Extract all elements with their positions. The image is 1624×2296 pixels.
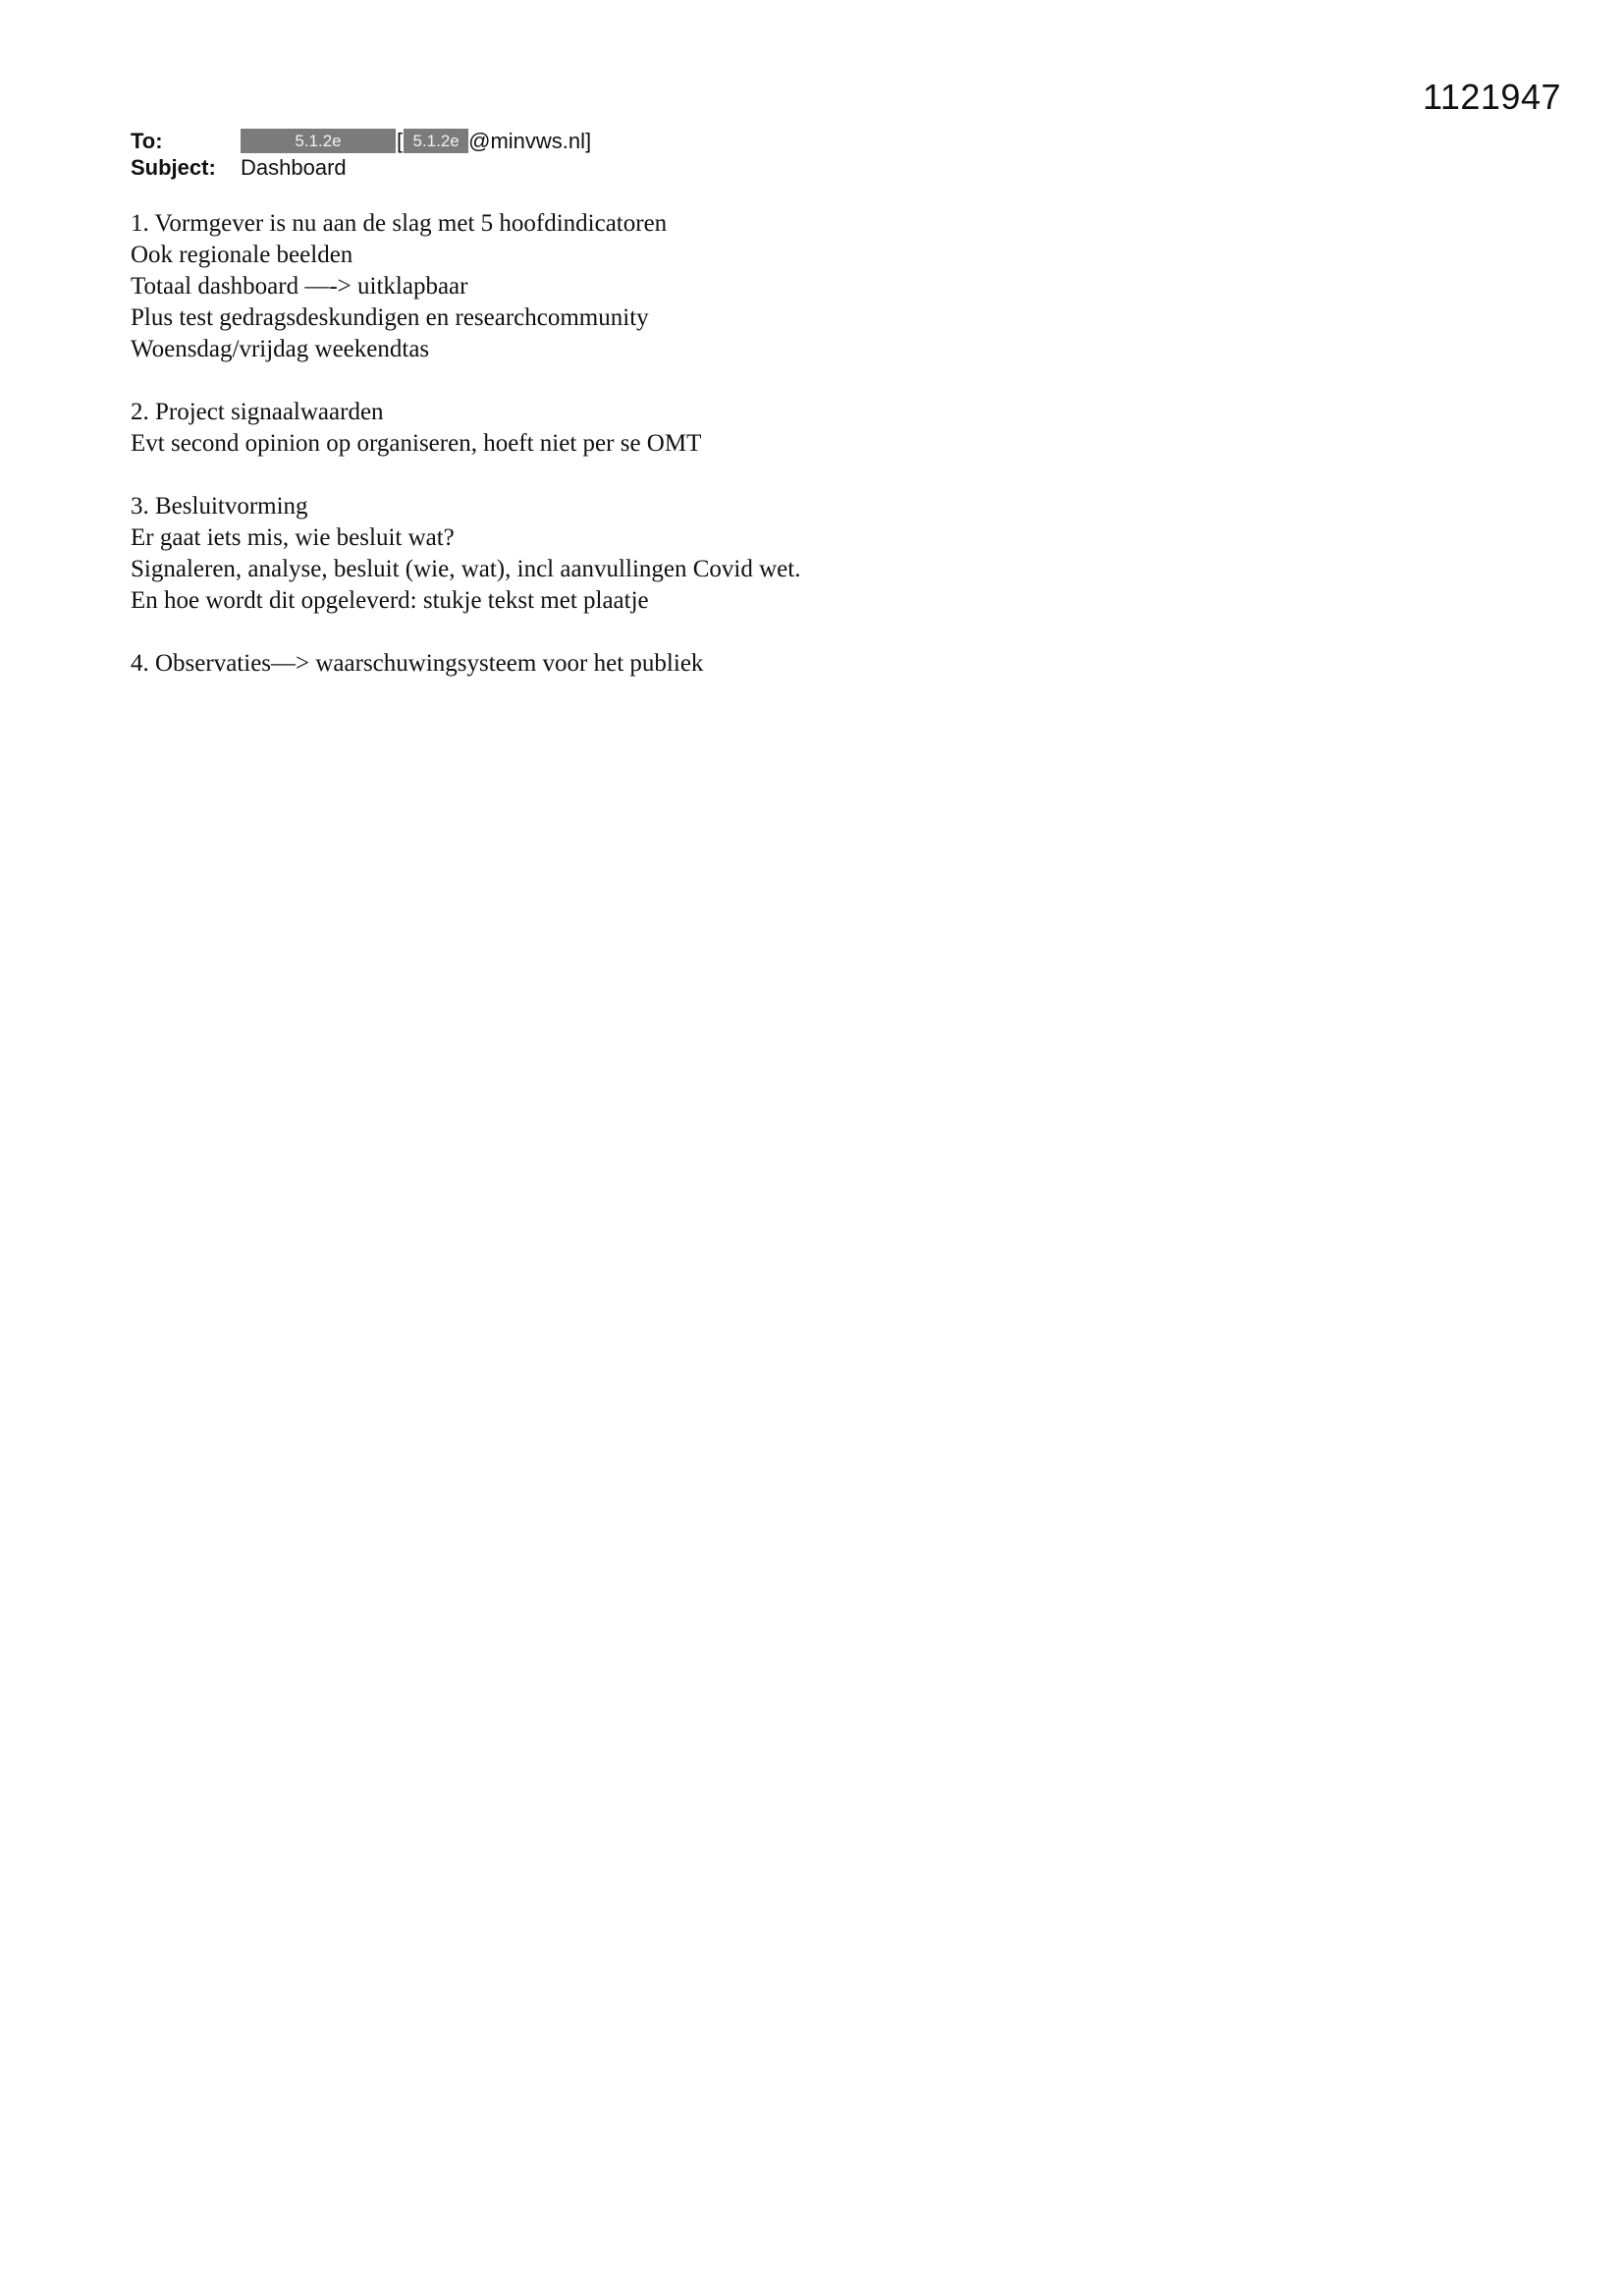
body-line: Evt second opinion op organiseren, hoeft niet per se OMT bbox=[131, 430, 702, 457]
document-number: 1121947 bbox=[1423, 77, 1561, 117]
to-label: To: bbox=[131, 128, 163, 153]
body-line: Totaal dashboard —-> uitklapbaar bbox=[131, 273, 468, 300]
body-line: Plus test gedragsdeskundigen en researchcommunity bbox=[131, 304, 649, 331]
subject-row bbox=[131, 154, 591, 181]
redaction-box: 5.1.2e bbox=[404, 129, 468, 153]
body-line: 4. Observaties—> waarschuwingsysteem voor het publiek bbox=[131, 650, 704, 677]
to-bracket: [ bbox=[397, 128, 404, 153]
body-line: Er gaat iets mis, wie besluit wat? bbox=[131, 524, 455, 551]
body-section bbox=[131, 397, 800, 460]
body-line: Ook regionale beelden bbox=[131, 242, 353, 268]
to-domain: @minvws.nl] bbox=[468, 128, 592, 153]
email-body bbox=[131, 208, 800, 711]
subject-label: Subject: bbox=[131, 154, 216, 180]
email-header bbox=[131, 128, 591, 181]
body-line: 3. Besluitvorming bbox=[131, 493, 308, 519]
to-row bbox=[131, 128, 591, 154]
body-section bbox=[131, 491, 800, 617]
body-line: En hoe wordt dit opgeleverd: stukje tekst met plaatje bbox=[131, 587, 649, 614]
body-line: 1. Vormgever is nu aan de slag met 5 hoofdindicatoren bbox=[131, 210, 668, 237]
body-line: Woensdag/vrijdag weekendtas bbox=[131, 336, 430, 362]
body-section bbox=[131, 648, 800, 680]
redaction-box: 5.1.2e bbox=[241, 129, 396, 153]
body-line: Signaleren, analyse, besluit (wie, wat), incl aanvullingen Covid wet. bbox=[131, 556, 801, 582]
body-line: 2. Project signaalwaarden bbox=[131, 399, 384, 425]
body-section bbox=[131, 208, 800, 365]
subject-value: Dashboard bbox=[241, 154, 347, 180]
